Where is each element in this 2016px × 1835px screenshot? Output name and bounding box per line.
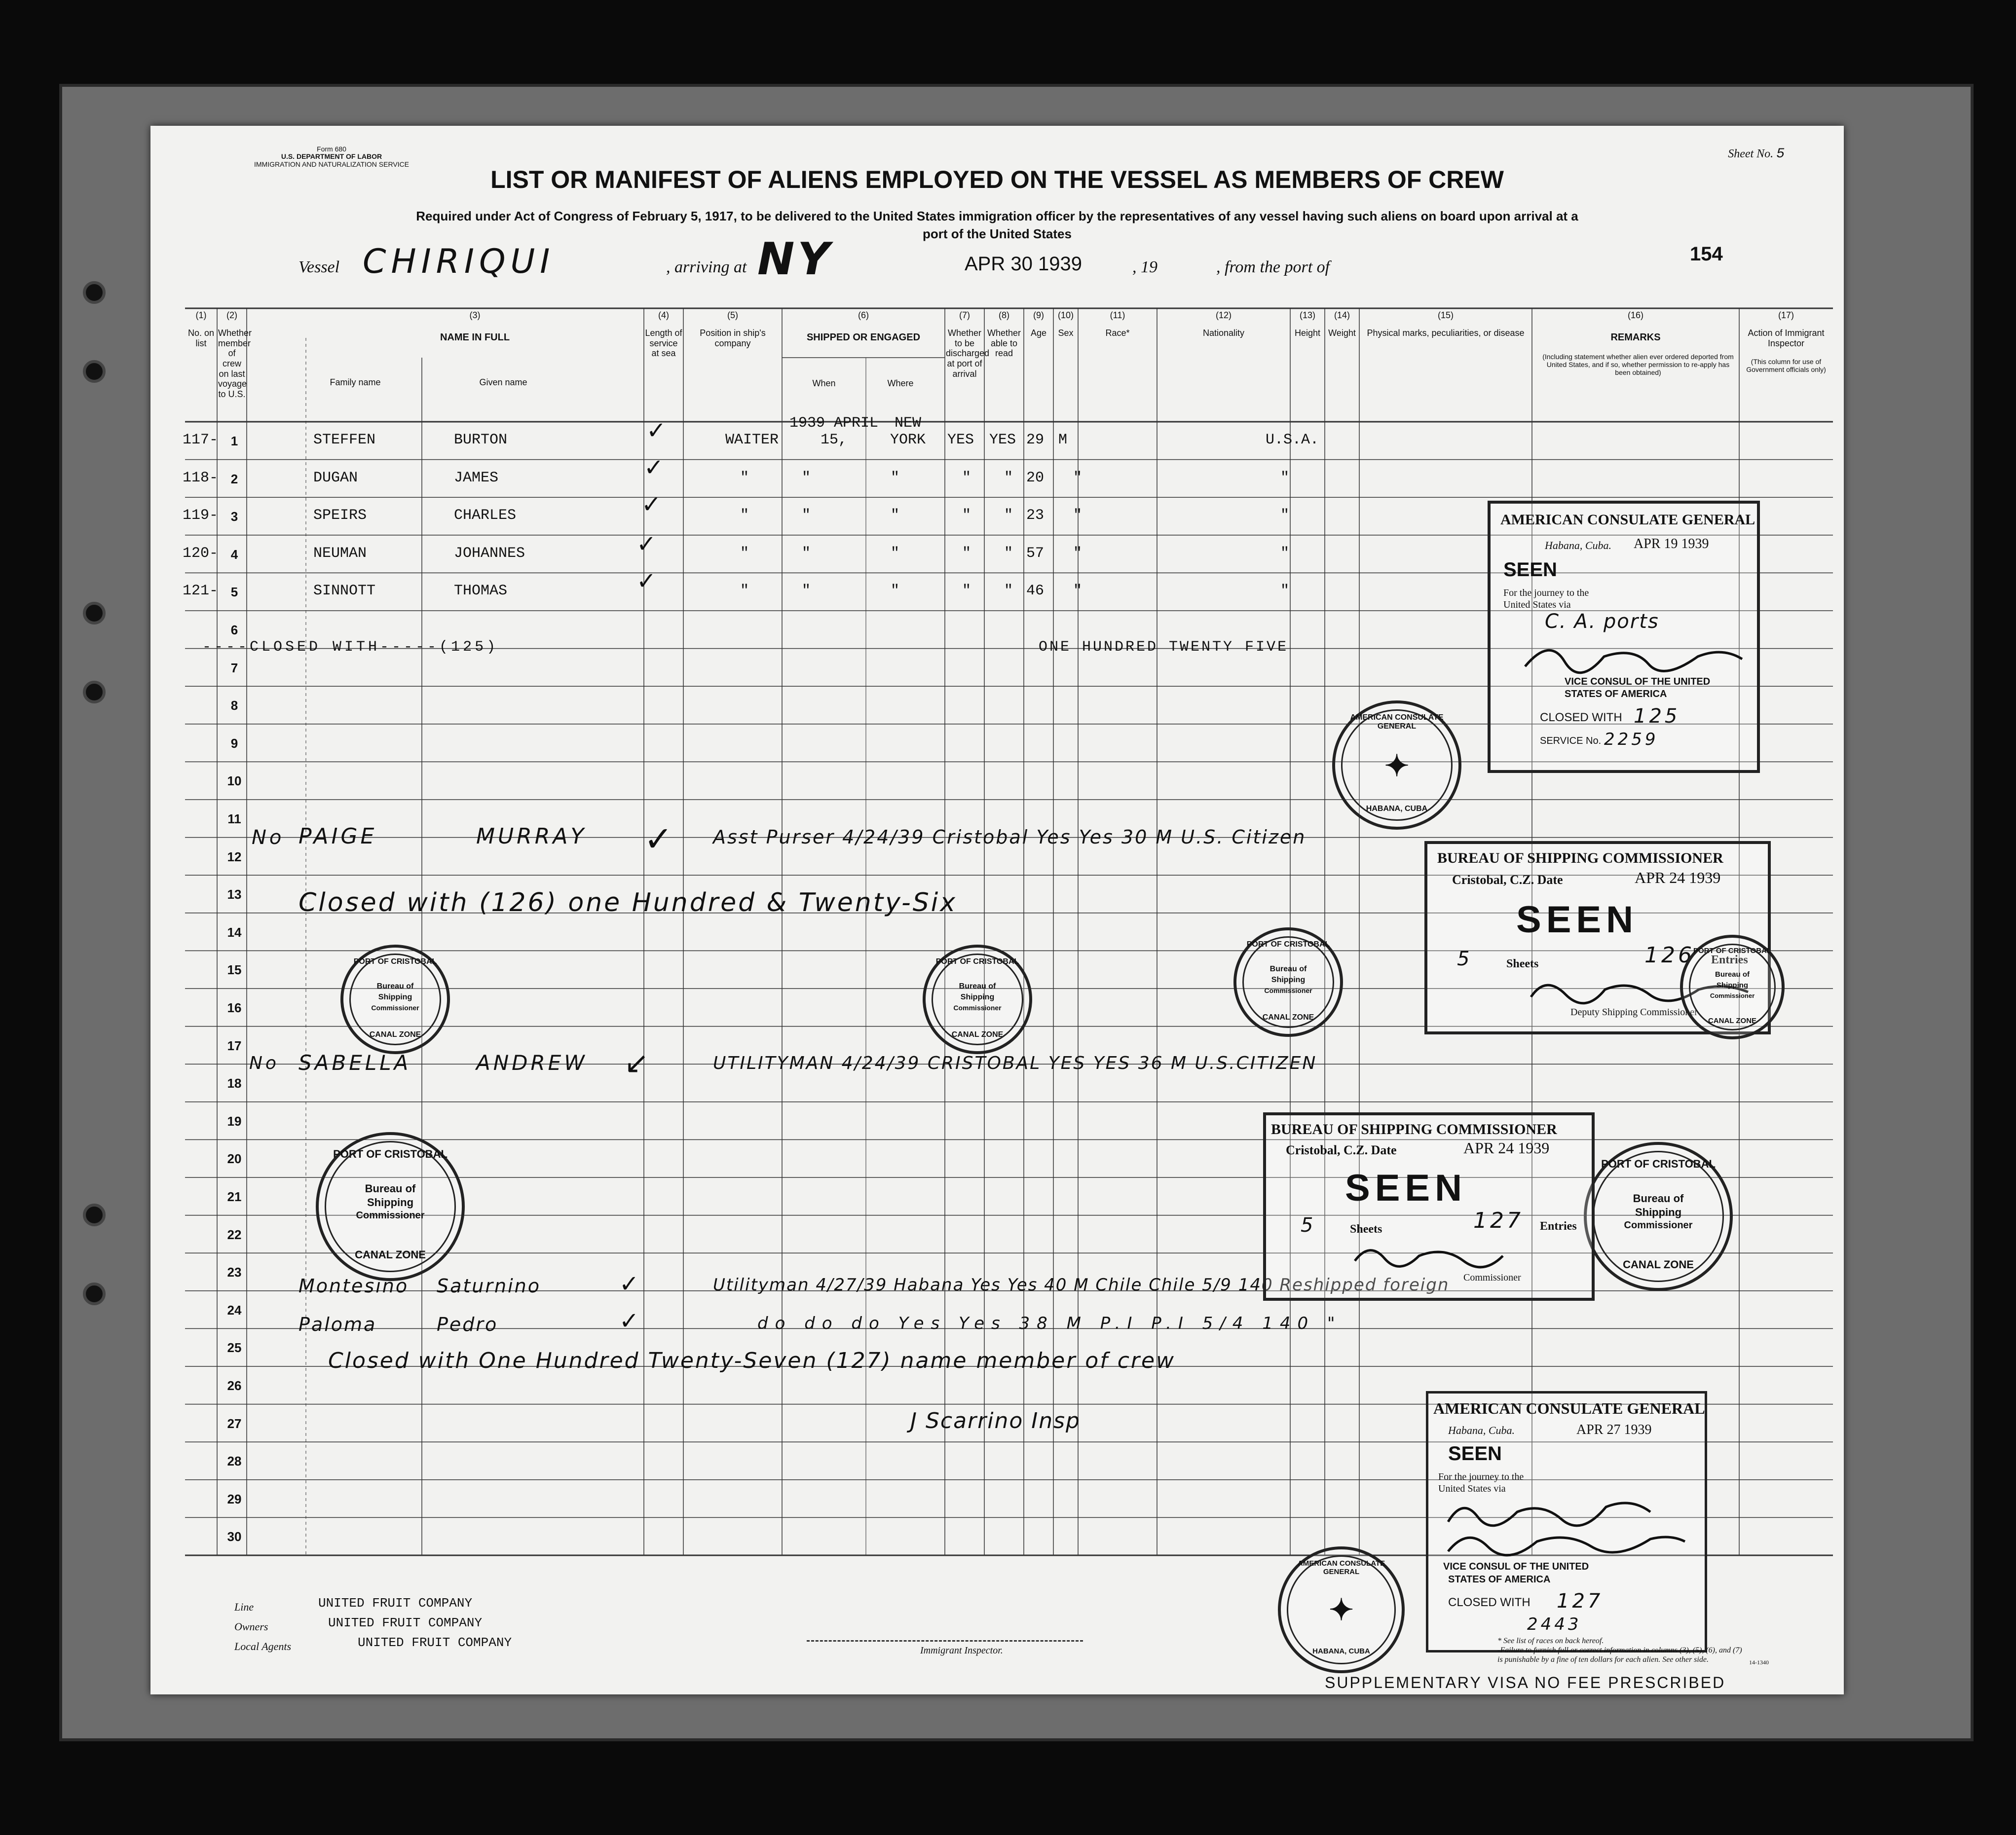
footer-note-fine: is punishable by a fine of ten dollars for each alien. See other side. (1497, 1655, 1709, 1664)
shipped-where: " (891, 507, 900, 524)
column-header: Nationality (1202, 328, 1245, 338)
consulate-stamp-city: Habana, Cuba. (1545, 539, 1612, 551)
consulate-stamp-title: AMERICAN CONSULATE GENERAL (1500, 512, 1755, 528)
arrival-port: NY (757, 233, 833, 285)
cristobal-seal-bureau: Bureau of (376, 982, 414, 991)
cristobal-seal-bureau: Bureau of (1633, 1192, 1684, 1205)
row-number: 8 (230, 698, 238, 713)
age: 23 (1026, 507, 1045, 524)
cristobal-seal (340, 945, 450, 1054)
shipping-stamp-sheets-count: 5 (1457, 948, 1473, 970)
check-mark: ✓ (644, 819, 673, 859)
family-name: DUGAN (313, 469, 358, 486)
consulate-seal-top: AMERICAN CONSULATE GENERAL (1350, 713, 1444, 731)
row-number: 25 (227, 1340, 242, 1356)
consulate-stamp-vice-consul: VICE CONSUL OF THE UNITED (1443, 1561, 1589, 1572)
punch-hole (83, 681, 106, 703)
vessel-name: CHIRIQUI (363, 242, 555, 281)
consulate-seal-top: AMERICAN CONSULATE GENERAL (1297, 1559, 1385, 1576)
line-value: UNITED FRUIT COMPANY (318, 1596, 473, 1611)
row18-given-name: ANDREW (476, 1051, 588, 1075)
consulate-stamp-service-number: 2443 (1527, 1615, 1582, 1634)
row24-details: Utilityman 4/27/39 Habana Yes Yes 40 M Chile Chile 5/9 140 Reshipped foreign (713, 1275, 1450, 1295)
cristobal-seal-commissioner: Commissioner (1264, 987, 1312, 994)
cristobal-seal-bottom: CANAL ZONE (951, 1030, 1004, 1039)
nationality: " (1280, 469, 1290, 486)
column-header: Physical marks, peculiarities, or disease (1367, 328, 1525, 338)
row14-closed-note: Closed with (126) one Hundred & Twenty-Six (299, 888, 958, 918)
manifest-sheet (150, 126, 1844, 1694)
column-header: Whether able to read (987, 328, 1021, 359)
shipping-stamp-entries-count: 126 (1644, 943, 1695, 968)
check-mark: ✓ (641, 491, 662, 518)
sex: " (1073, 545, 1083, 562)
nationality: " (1280, 545, 1290, 562)
consulate-stamp-country: STATES OF AMERICA (1565, 689, 1667, 699)
discharged: YES (947, 432, 974, 448)
shipped-where: " (891, 469, 900, 486)
commissioner-signature (1350, 1239, 1508, 1273)
shipping-stamp-sheets-count: 5 (1301, 1214, 1316, 1237)
shipping-stamp-entries-count: 127 (1473, 1208, 1524, 1233)
eagle-icon: ✦ (1384, 749, 1410, 782)
column-number: (14) (1334, 310, 1350, 320)
when-subheader: When (812, 378, 836, 388)
row-number: 1 (230, 434, 238, 448)
cristobal-seal-shipping: Shipping (960, 993, 995, 1001)
cristobal-seal-shipping: Shipping (367, 1196, 414, 1209)
footer-note-races: * See list of races on back hereof. (1497, 1637, 1604, 1645)
family-name: SINNOTT (313, 583, 376, 600)
age: 57 (1026, 545, 1045, 562)
column-header: Age (1030, 328, 1047, 338)
family-name: SPEIRS (313, 507, 367, 524)
cristobal-seal-commissioner: Commissioner (371, 1004, 419, 1012)
shipping-stamp-date: APR 24 1939 (1635, 869, 1721, 886)
consulate-stamp-closed-count: 127 (1557, 1590, 1604, 1613)
eagle-icon: ✦ (1329, 1593, 1354, 1626)
row12-family-name: PAIGE (299, 824, 377, 849)
shipping-commissioner-stamp-2 (1263, 1112, 1595, 1301)
position: " (740, 507, 749, 524)
age: 29 (1026, 432, 1045, 448)
consulate-seal-bottom: HABANA, CUBA (1366, 805, 1428, 813)
cristobal-seal-bottom: CANAL ZONE (1262, 1013, 1314, 1022)
given-name: BURTON (454, 432, 508, 448)
row-number: 23 (227, 1265, 242, 1280)
row-number: 19 (227, 1113, 242, 1129)
check-mark: ✓ (646, 417, 667, 444)
row-number: 3 (230, 509, 238, 524)
shipping-stamp-officer: Commissioner (1463, 1272, 1521, 1283)
from-port-label: , from the port of (1216, 258, 1330, 276)
row-number: 28 (227, 1454, 242, 1469)
cristobal-seal-bottom: CANAL ZONE (1623, 1258, 1694, 1271)
consulate-stamp-city: Habana, Cuba. (1448, 1424, 1515, 1436)
column-number: (2) (226, 310, 237, 320)
column-header: SHIPPED OR ENGAGED (806, 332, 921, 343)
cristobal-seal-commissioner: Commissioner (1624, 1220, 1693, 1231)
row25-given-name: Pedro (437, 1314, 498, 1335)
shipping-stamp-entries-label: Entries (1540, 1220, 1577, 1233)
row12-given-name: MURRAY (476, 824, 587, 849)
consulate-stamp-service-number: 2259 (1604, 730, 1659, 749)
given-name-subheader: Given name (479, 377, 527, 387)
remarks-note: (Including statement whether alien ever ordered deported from United States, and if so, whether permission to re-apply has been obtained) (1542, 353, 1734, 377)
given-name: JAMES (454, 469, 499, 486)
given-name: CHARLES (454, 507, 517, 524)
arriving-label: , arriving at (666, 258, 747, 276)
row-number: 9 (230, 735, 238, 751)
list-number: 121- (183, 583, 219, 600)
shipping-stamp-seen: SEEN (1345, 1167, 1467, 1209)
position: " (740, 583, 749, 600)
shipping-stamp-sheets-label: Sheets (1350, 1223, 1382, 1236)
cristobal-seal-bottom: CANAL ZONE (1708, 1017, 1757, 1025)
consulate-stamp-service-label: SERVICE No. (1540, 735, 1602, 746)
column-header: Race* (1105, 328, 1130, 338)
consulate-stamp-date: APR 19 1939 (1634, 536, 1709, 551)
list-number: 119- (183, 507, 219, 524)
consulate-stamp-2 (1426, 1391, 1707, 1652)
shipped-when: 1939 APRIL 15, (789, 415, 879, 448)
shipped-when: " (802, 469, 811, 486)
row-number: 14 (227, 924, 242, 940)
row-number: 22 (227, 1227, 242, 1242)
row-number: 30 (227, 1529, 242, 1544)
shipped-where: " (891, 583, 900, 600)
consulate-stamp-journey-via: United States via (1503, 599, 1571, 610)
vessel-label: Vessel (299, 258, 340, 276)
cristobal-seal-bottom: CANAL ZONE (355, 1248, 426, 1261)
cristobal-seal-commissioner: Commissioner (356, 1210, 425, 1221)
local-agents-value: UNITED FRUIT COMPANY (358, 1635, 512, 1650)
able-to-read: " (1004, 583, 1013, 600)
column-number: (7) (959, 310, 970, 320)
row-number: 18 (227, 1076, 242, 1091)
consulate-stamp-closed-count: 125 (1634, 705, 1680, 728)
family-name-subheader: Family name (330, 377, 381, 387)
inspector-signature: J Scarrino Insp (910, 1408, 1081, 1433)
check-mark: ↙ (624, 1046, 649, 1080)
print-code: 14-1340 (1749, 1659, 1769, 1666)
cristobal-seal-bureau: Bureau of (1269, 965, 1307, 973)
row18-family-name: SABELLA (299, 1051, 411, 1075)
column-header: No. on list (187, 328, 215, 348)
shipped-where: " (891, 545, 900, 562)
shipping-stamp-title: BUREAU OF SHIPPING COMMISSIONER (1271, 1121, 1557, 1138)
punch-hole (83, 281, 106, 304)
consulate-stamp-vice-consul: VICE CONSUL OF THE UNITED (1565, 676, 1711, 687)
check-mark: ✓ (644, 454, 664, 481)
position: " (740, 469, 749, 486)
service-name: IMMIGRATION AND NATURALIZATION SERVICE (254, 160, 409, 168)
consulate-stamp-journey-via: United States via (1438, 1483, 1506, 1494)
row-number: 11 (227, 811, 241, 826)
check-mark: ✓ (619, 1307, 639, 1335)
row26-closed-note: Closed with One Hundred Twenty-Seven (127) name member of crew (328, 1348, 1176, 1373)
check-mark: ✓ (619, 1270, 639, 1298)
page-number: 154 (1690, 243, 1723, 265)
column-number: (3) (469, 310, 481, 320)
row-number: 24 (227, 1302, 242, 1318)
consulate-stamp-seen: SEEN (1503, 559, 1557, 581)
footer-notes (1497, 1636, 1742, 1665)
consulate-stamp-journey: For the journey to the (1438, 1471, 1524, 1482)
shipping-stamp-place: Cristobal, C.Z. Date (1452, 873, 1563, 887)
consulate-seal (1278, 1546, 1405, 1673)
consulate-stamp-journey: For the journey to the (1503, 587, 1589, 598)
row-number: 12 (227, 849, 242, 864)
cristobal-seal (1680, 935, 1785, 1039)
cristobal-seal (1584, 1142, 1733, 1291)
check-mark: ✓ (636, 530, 657, 558)
list-number: 120- (183, 545, 219, 562)
row-number: 10 (227, 773, 242, 789)
shipped-where: NEW YORK (890, 415, 926, 448)
row-number: 29 (227, 1491, 242, 1506)
consulate-stamp-date: APR 27 1939 (1576, 1422, 1652, 1437)
sheet-number (1728, 147, 1785, 162)
sex: M (1058, 432, 1068, 448)
family-name: NEUMAN (313, 545, 367, 562)
row-number: 17 (227, 1038, 242, 1053)
position: WAITER (725, 432, 779, 448)
row-number: 2 (230, 471, 238, 486)
owners-value: UNITED FRUIT COMPANY (328, 1615, 483, 1630)
consulate-stamp-via: C. A. ports (1545, 610, 1659, 633)
punch-hole (83, 1283, 106, 1305)
column-header: Action of Immigrant Inspector (1748, 328, 1825, 348)
column-header: Height (1294, 328, 1321, 338)
inspector-label: Immigrant Inspector. (920, 1645, 1003, 1656)
able-to-read: " (1004, 469, 1013, 486)
age: 20 (1026, 469, 1045, 486)
column-number: (13) (1299, 310, 1315, 320)
cristobal-seal-bureau: Bureau of (1715, 970, 1750, 979)
cristobal-seal-bureau: Bureau of (959, 982, 996, 991)
row-number: 4 (230, 547, 238, 562)
action-note: (This column for use of Government officials only) (1746, 358, 1826, 374)
column-header: Length of service at sea (645, 328, 682, 359)
row25-details: do do do Yes Yes 38 M P.I P.I 5/4 140 " (757, 1314, 1342, 1333)
cristobal-seal-commissioner: Commissioner (953, 1004, 1002, 1012)
page-title: LIST OR MANIFEST OF ALIENS EMPLOYED ON THE VESSEL AS MEMBERS OF CREW (490, 166, 1504, 193)
discharged: " (962, 545, 971, 562)
list-number: 117- (183, 432, 219, 448)
owners-label: Owners (234, 1620, 268, 1633)
subtitle-line-1: Required under Act of Congress of February 5, 1917, to be delivered to the United States immigration officer by the representatives of any vessel having such aliens on board upon arrival at a (416, 209, 1578, 223)
given-name: THOMAS (454, 583, 508, 600)
column-number: (1) (195, 310, 207, 320)
shipping-stamp-place: Cristobal, C.Z. Date (1286, 1143, 1397, 1157)
shipping-stamp-entries-label: Entries (1711, 954, 1748, 966)
column-number: (10) (1057, 310, 1074, 320)
column-number: (16) (1627, 310, 1643, 320)
vice-consul-signature (1443, 1492, 1690, 1561)
row18-details: UTILITYMAN 4/24/39 CRISTOBAL YES YES 36 M U.S.CITIZEN (713, 1053, 1317, 1073)
line-label: Line (234, 1601, 254, 1613)
shipping-stamp-officer: Deputy Shipping Commissioner (1570, 1007, 1698, 1018)
column-header: Weight (1328, 328, 1356, 338)
row24-given-name: Saturnino (437, 1275, 541, 1297)
column-number: (12) (1215, 310, 1232, 320)
cristobal-seal-shipping: Shipping (1635, 1206, 1682, 1218)
where-subheader: Where (887, 378, 914, 388)
row24-family-name: Montesino (299, 1275, 409, 1297)
consulate-seal (1332, 700, 1461, 830)
discharged: " (962, 583, 971, 600)
row25-family-name: Paloma (299, 1314, 377, 1335)
consulate-stamp-closed-label: CLOSED WITH (1540, 711, 1622, 724)
closed-line-right: ONE HUNDRED TWENTY FIVE (1039, 639, 1289, 656)
department-name: U.S. DEPARTMENT OF LABOR (281, 152, 382, 161)
shipping-stamp-date: APR 24 1939 (1463, 1139, 1550, 1157)
position: " (740, 545, 749, 562)
cristobal-seal-top: PORT OF CRISTOBAL (353, 957, 437, 966)
able-to-read: " (1004, 545, 1013, 562)
column-header: Sex (1058, 328, 1074, 338)
check-mark: ✓ (636, 567, 657, 595)
shipped-when: " (802, 583, 811, 600)
shipping-stamp-title: BUREAU OF SHIPPING COMMISSIONER (1437, 850, 1723, 866)
cristobal-seal-top: PORT OF CRISTOBAL (935, 957, 1019, 966)
vice-consul-signature (1520, 637, 1747, 676)
cristobal-seal-top: PORT OF CRISTOBAL (1246, 940, 1330, 949)
closed-line-left: ----CLOSED WITH-----(125) (202, 639, 499, 656)
row18-flag: No (249, 1053, 279, 1073)
sheet-number-label: Sheet No. (1728, 147, 1774, 160)
cristobal-seal-shipping: Shipping (1716, 981, 1749, 990)
consulate-stamp-country: STATES OF AMERICA (1448, 1574, 1551, 1585)
local-agents-label: Local Agents (234, 1640, 292, 1652)
row-number: 26 (227, 1378, 242, 1393)
consulate-stamp-seen: SEEN (1448, 1443, 1502, 1465)
column-header: Whether member of crew on last voyage to U.S. (218, 328, 252, 400)
sex: " (1073, 583, 1083, 600)
row-number: 27 (227, 1416, 242, 1431)
column-header: REMARKS (1610, 332, 1661, 343)
row12-details: Asst Purser 4/24/39 Cristobal Yes Yes 30 M U.S. Citizen (713, 826, 1307, 848)
row-number: 15 (227, 962, 242, 978)
sex: " (1073, 469, 1083, 486)
able-to-read: YES (989, 432, 1016, 448)
row-number: 6 (230, 623, 238, 637)
arrival-date: APR 30 1939 (965, 253, 1082, 275)
subtitle-line-2: port of the United States (923, 226, 1072, 241)
family-name: STEFFEN (313, 432, 376, 448)
row-number: 16 (227, 1000, 242, 1015)
cristobal-seal (923, 945, 1032, 1054)
column-header: Whether to be discharged at port of arrival (946, 328, 990, 379)
consulate-stamp-closed-label: CLOSED WITH (1448, 1596, 1531, 1609)
list-number: 118- (183, 469, 219, 486)
cristobal-seal-top: PORT OF CRISTOBAL (1601, 1158, 1716, 1170)
column-number: (8) (999, 310, 1009, 320)
shipped-when: " (802, 507, 811, 524)
cristobal-seal (316, 1132, 465, 1281)
cristobal-seal-shipping: Shipping (1271, 976, 1306, 984)
column-number: (9) (1033, 310, 1044, 320)
column-number: (4) (658, 310, 669, 320)
discharged: " (962, 507, 971, 524)
discharged: " (962, 469, 971, 486)
column-number: (5) (727, 310, 738, 320)
column-header: Position in ship's company (700, 328, 766, 348)
supplementary-visa-stamp: SUPPLEMENTARY VISA NO FEE PRESCRIBED (1325, 1674, 1726, 1691)
punch-hole (83, 1204, 106, 1226)
sheet-number-value: 5 (1776, 147, 1785, 162)
row-number: 21 (227, 1189, 242, 1204)
consulate-stamp-title: AMERICAN CONSULATE GENERAL (1433, 1399, 1705, 1417)
shipping-stamp-sheets-label: Sheets (1506, 957, 1539, 970)
cristobal-seal-top: PORT OF CRISTOBAL (333, 1148, 448, 1160)
nationality: " (1280, 583, 1290, 600)
cristobal-seal-shipping: Shipping (378, 993, 412, 1001)
able-to-read: " (1004, 507, 1013, 524)
column-number: (11) (1110, 310, 1125, 320)
row-number: 13 (227, 887, 242, 902)
sex: " (1073, 507, 1083, 524)
cristobal-seal (1233, 927, 1343, 1037)
inspector-signature-line (807, 1640, 1083, 1642)
row-number: 7 (230, 660, 238, 675)
consulate-seal-bottom: HABANA, CUBA (1312, 1647, 1370, 1655)
nationality: U.S.A. (1266, 432, 1319, 448)
column-number: (15) (1437, 310, 1454, 320)
column-header: NAME IN FULL (440, 332, 510, 343)
punch-hole (83, 360, 106, 383)
year-label: , 19 (1132, 258, 1157, 276)
cristobal-seal-bureau: Bureau of (365, 1182, 416, 1195)
row-number: 20 (227, 1151, 242, 1167)
row-number: 5 (230, 585, 238, 600)
row12-flag: No (252, 826, 285, 849)
column-number: (17) (1778, 310, 1794, 320)
given-name: JOHANNES (454, 545, 525, 562)
punch-hole (83, 602, 106, 624)
cristobal-seal-top: PORT OF CRISTOBAL (1693, 947, 1772, 955)
cristobal-seal-commissioner: Commissioner (1710, 992, 1755, 999)
form-number: Form 680 (317, 145, 346, 153)
shipped-when: " (802, 545, 811, 562)
column-number: (6) (858, 310, 869, 320)
shipping-stamp-seen: SEEN (1516, 899, 1638, 941)
cristobal-seal-bottom: CANAL ZONE (369, 1030, 421, 1039)
age: 46 (1026, 583, 1045, 600)
footer-note-failure: -Failure to furnish full or correct information in columns (3), (5), (6), and (7) (1497, 1646, 1742, 1655)
consulate-stamp-1 (1488, 501, 1760, 773)
nationality: " (1280, 507, 1290, 524)
